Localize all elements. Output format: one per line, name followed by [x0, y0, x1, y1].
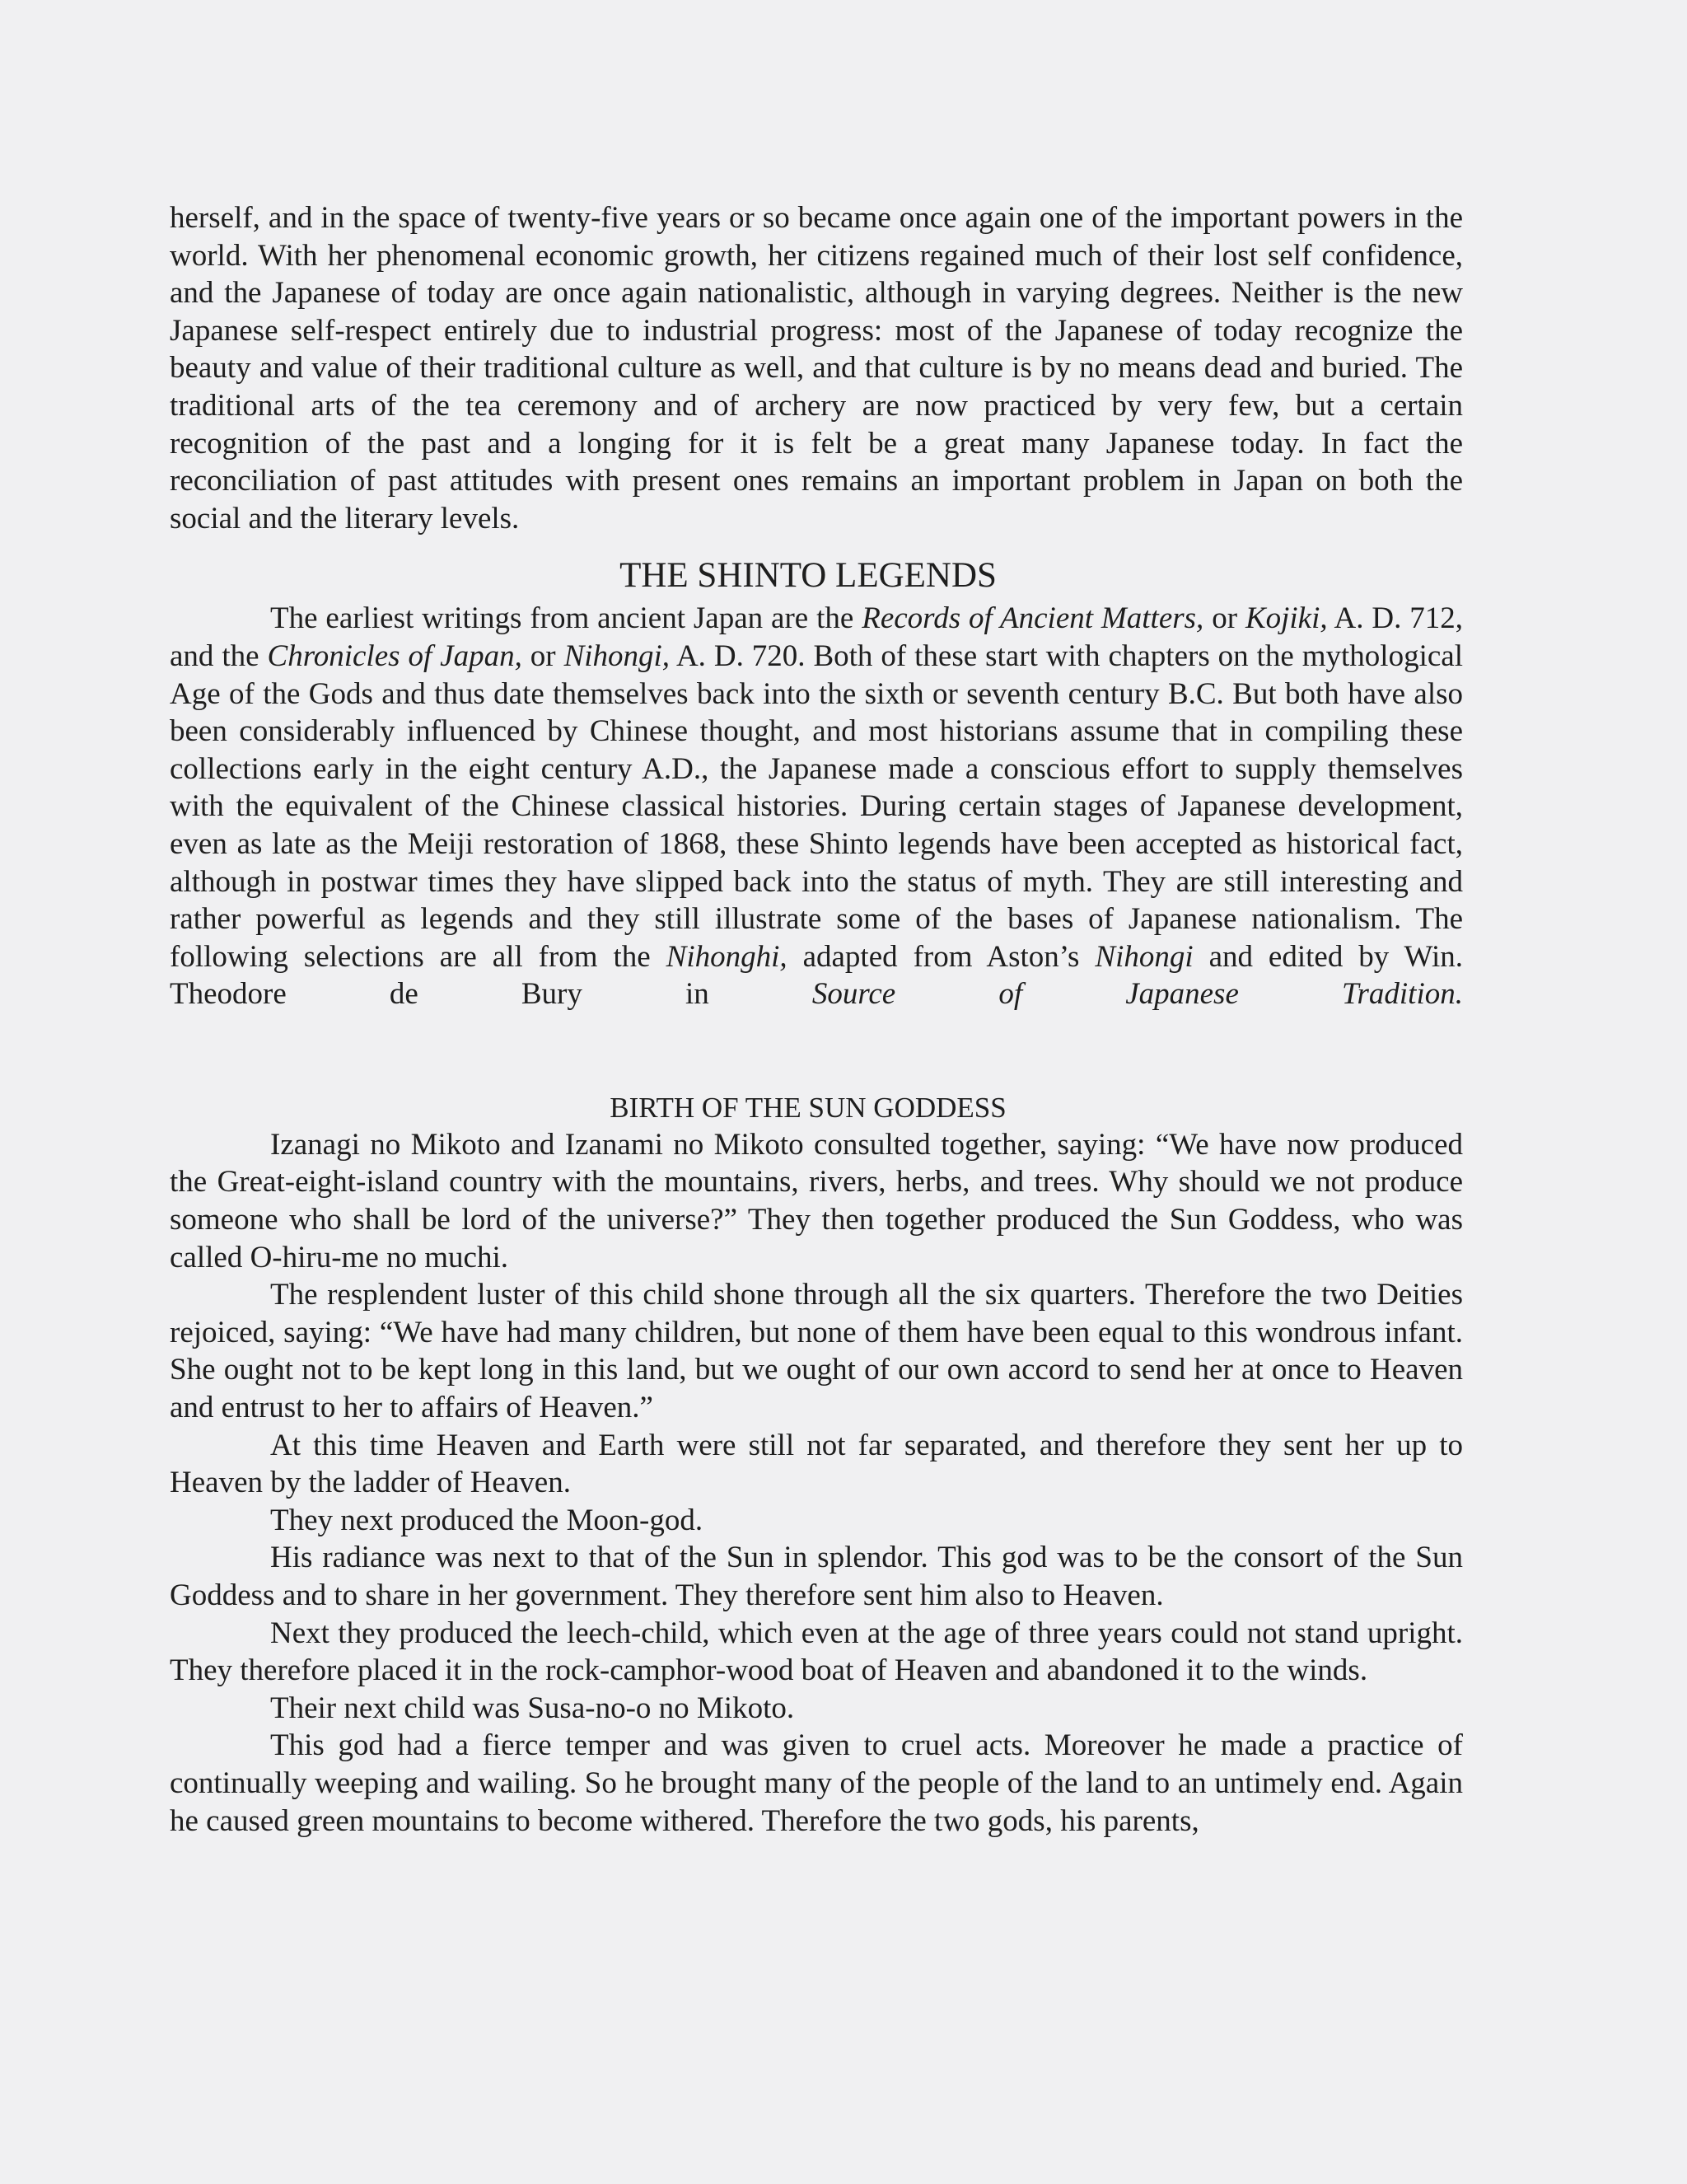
title-kojiki: Kojiki, [1245, 601, 1328, 636]
section-heading-birth-of-sun-goddess: BIRTH OF THE SUN GODDESS [610, 1091, 1007, 1124]
title-chronicles-of-japan: Chronicles of Japan, [267, 638, 522, 673]
title-source-of-japanese-tradition: Source of Japanese Tradition. [811, 977, 1463, 1012]
intro-paragraph: herself, and in the space of twenty-five years or so became once again one of the important powers in the world. With her phenomenal economic growth, her citizens regained much of their lost self confidence, and the Japanese of today are once again nationalistic, although in varying degrees. Neither is the new Japanese self-respect entirely due to industrial progress: most of the Japanese of today recognize the beauty and value of their traditional culture as well, and that culture is by no means dead and buried. The traditional arts of the tea ceremony and of archery are now practiced by very few, but a certain recognition of the past and a longing for it is felt be a great many Japanese today. In fact the reconciliation of past attitudes with present ones remains an important problem in Japan on both the social and the literary levels. [170, 201, 1463, 535]
title-nihonghi: Nihonghi, [666, 939, 787, 974]
story-paragraph: Izanagi no Mikoto and Izanami no Mikoto consulted together, saying: “We have now produced the Great-eight-island country with the mountains, rivers, herbs, and trees. Why should we not produce someone who shall be lord of the universe?” They then together produced the Sun Goddess, who was called O-hiru-me no muchi. [170, 1127, 1463, 1274]
title-records-of-ancient-matters: Records of Ancient Matters, [862, 601, 1204, 636]
section-heading-shinto-legends: THE SHINTO LEGENDS [619, 556, 997, 596]
story-paragraph: Their next child was Susa-no-o no Mikoto. [270, 1691, 795, 1725]
title-aston-nihongi: Nihongi [1095, 939, 1194, 974]
story-paragraph: Next they produced the leech-child, which even at the age of three years could not stand upright. They therefore placed it in the rock-camphor-wood boat of Heaven and abandoned it to the winds. [170, 1616, 1463, 1688]
story-paragraph: At this time Heaven and Earth were still not far separated, and therefore they sent her up to Heaven by the ladder of Heaven. [170, 1428, 1463, 1500]
shinto-legends-paragraph: The earliest writings from ancient Japan are the Records of Ancient Matters, or Kojiki, A. D. 712, and the Chronicles of Japan, or Nihongi, A. D. 720. Both of these start with chapters on the mythological Age of the Gods and thus date themselves back into the sixth or seventh century B.C. But both have also been considerably influenced by Chinese thought, and most historians assume that in compiling these collections early in the eight century A.D., the Japanese made a conscious effort to supply themselves with the equivalent of the Chinese classical histories. During certain stages of Japanese development, even as late as the Meiji restoration of 1868, these Shinto legends have been accepted as historical fact, although in postwar times they have slipped back into the status of myth. They are still interesting and rather powerful as legends and they still illustrate some of the bases of Japanese nationalism. The following selections are all from the Nihonghi, adapted from Aston’s Nihongi and edited by Win. Theodore de Bury in Source of Japanese Tradition. [170, 601, 1464, 1012]
title-nihongi: Nihongi, [563, 638, 671, 673]
story-paragraph: His radiance was next to that of the Sun in splendor. This god was to be the consort of the Sun Goddess and to share in her government. They therefore sent him also to Heaven. [170, 1541, 1463, 1612]
story-paragraph: They next produced the Moon-god. [270, 1503, 703, 1537]
page-content [170, 199, 1463, 1840]
story-paragraph: The resplendent luster of this child shone through all the six quarters. Therefore the two Deities rejoiced, saying: “We have had many children, but none of them have been equal to this wondrous infant. She ought not to be kept long in this land, but we ought of our own accord to send her at once to Heaven and entrust to her to affairs of Heaven.” [170, 1278, 1463, 1425]
story-paragraph: This god had a fierce temper and was given to cruel acts. Moreover he made a practice of continually weeping and wailing. So he brought many of the people of the land to an untimely end. Again he caused green mountains to become withered. Therefore the two gods, his parents, [170, 1728, 1463, 1838]
